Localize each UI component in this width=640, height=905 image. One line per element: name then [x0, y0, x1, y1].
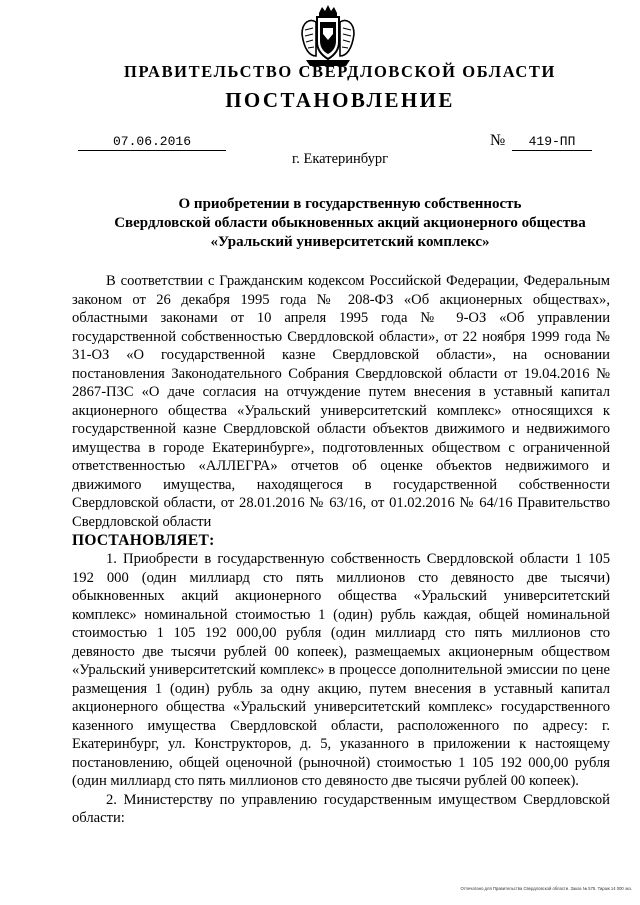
preamble-paragraph: В соответствии с Гражданским кодексом Российской Федерации, Федеральным законом от 26 декабря 1995 года № 208-ФЗ «Об акционерных обществах», областными законами от 10 апреля 1995 года № 9-ОЗ «Об управлении государственной собственностью Свердловской области», от 22 ноября 1999 года № 31-ОЗ «О государственной казне Свердловской области», на основании постановления Законодательного Собрания Свердловской области от 19.04.2016 № 2867-ПЗС «О даче согласия на отчуждение путем внесения в уставный капитал акционерного общества «Уральский университетский комплекс» относящихся к государственной казне Свердловской области объектов движимого и недвижимого имущества в городе Екатеринбурге», подготовленных обществом с ограниченной ответственностью «АЛЛЕГРА» отчетов об оценке объектов недвижимого и движимого имущества, находящегося в государственной собственности Свердловской области, от 28.01.2016 № 63/16, от 01.02.2016 № 64/16 Правительство Свердловской области — [72, 273, 610, 530]
document-number: 419-ПП — [512, 134, 592, 151]
city: г. Екатеринбург — [291, 151, 389, 167]
document-body — [72, 272, 610, 828]
print-note: Отпечатано для Правительства Свердловской области. Заказ № 575. Тираж 14 000 экз. — [460, 886, 632, 891]
heading-line-1: О приобретении в государственную собственность — [178, 196, 522, 212]
item-2-paragraph: 2. Министерству по управлению государственным имуществом Свердловской области: — [72, 791, 610, 826]
heading-line-3: «Уральский университетский комплекс» — [210, 234, 490, 250]
item-1-paragraph: 1. Приобрести в государственную собственность Свердловской области 1 105 192 000 (один миллиард сто пять миллионов сто девяносто две тысячи) обыкновенных акций акционерного общества «Уральский университетский комплекс» номинальной стоимостью 1 (один) рубль каждая, общей номинальной стоимостью 1 105 192 000,00 рубля (один миллиард сто пять миллионов сто девяносто две тысячи рублей 00 копеек), размещаемых акционерным обществом «Уральский университетский комплекс» в процессе дополнительной эмиссии по цене размещения 1 (один) рубль за одну акцию, путем внесения в уставный капитал акционерного общества «Уральский университетский комплекс» государственного казенного имущества Свердловской области, расположенного по адресу: г. Екатеринбург, ул. Конструкторов, д. 5, указанного в приложении к настоящему постановлению, общей оценочной (рыночной) стоимостью 1 105 192 000,00 рубля (один миллиард сто пять миллионов сто девяносто две тысячи рублей 00 копеек). — [72, 551, 610, 789]
document-heading — [80, 195, 620, 252]
resolves-heading: ПОСТАНОВЛЯЕТ: — [72, 532, 215, 549]
document-date: 07.06.2016 — [78, 134, 226, 151]
document-type: ПОСТАНОВЛЕНИЕ — [225, 88, 455, 112]
number-sign: № — [490, 132, 506, 149]
heading-line-2: Свердловской области обыкновенных акций акционерного общества — [114, 215, 586, 231]
government-title: ПРАВИТЕЛЬСТВО СВЕРДЛОВСКОЙ ОБЛАСТИ — [124, 62, 556, 81]
coat-of-arms-icon — [296, 4, 360, 68]
